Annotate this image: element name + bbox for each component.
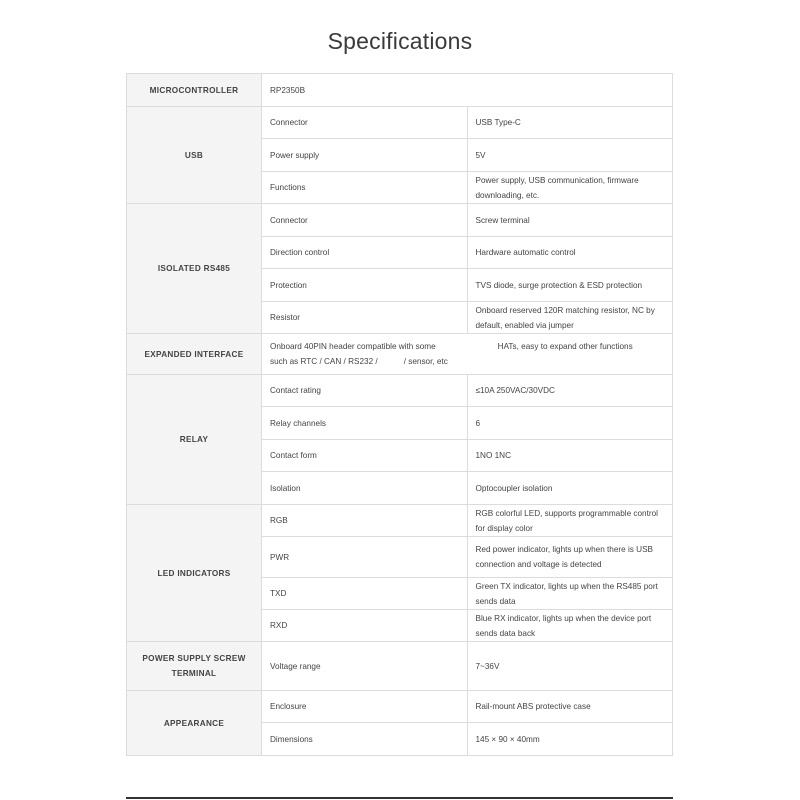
key-cell: Contact rating: [262, 375, 468, 407]
key-cell: Dimensions: [262, 723, 468, 756]
key-cell: RXD: [262, 610, 468, 642]
key-cell: Direction control: [262, 237, 468, 269]
value-cell: Onboard reserved 120R matching resistor, NC by default, enabled via jumper: [467, 302, 673, 334]
key-cell: Power supply: [262, 139, 468, 172]
category-cell: ISOLATED RS485: [127, 204, 262, 334]
table-row: [127, 334, 673, 375]
table-row: [127, 204, 673, 237]
value-cell: 1NO 1NC: [467, 440, 673, 472]
key-cell: PWR: [262, 537, 468, 578]
value-cell: Optocoupler isolation: [467, 472, 673, 505]
value-cell: [262, 334, 673, 375]
table-row: [127, 107, 673, 139]
key-cell: Connector: [262, 107, 468, 139]
table-row: [127, 375, 673, 407]
key-cell: Connector: [262, 204, 468, 237]
key-cell: Resistor: [262, 302, 468, 334]
value-cell: 5V: [467, 139, 673, 172]
table-row: [127, 691, 673, 723]
value-cell: ≤10A 250VAC/30VDC: [467, 375, 673, 407]
page-title: Specifications: [327, 28, 473, 54]
key-cell: Functions: [262, 172, 468, 204]
value-cell: USB Type-C: [467, 107, 673, 139]
key-cell: TXD: [262, 578, 468, 610]
category-cell: RELAY: [127, 375, 262, 505]
value-text: / sensor, etc: [403, 357, 448, 366]
value-cell: 7~36V: [467, 642, 673, 691]
value-cell: Power supply, USB communication, firmware downloading, etc.: [467, 172, 673, 204]
value-cell: Blue RX indicator, lights up when the device port sends data back: [467, 610, 673, 642]
value-cell: Red power indicator, lights up when there is USB connection and voltage is detected: [467, 537, 673, 578]
table-row: [127, 642, 673, 691]
category-cell: USB: [127, 107, 262, 204]
key-cell: Isolation: [262, 472, 468, 505]
specifications-table: [126, 73, 673, 756]
value-cell: RGB colorful LED, supports programmable control for display color: [467, 505, 673, 537]
key-cell: Contact form: [262, 440, 468, 472]
value-cell: Screw terminal: [467, 204, 673, 237]
footer-divider: [126, 797, 673, 799]
category-cell: MICROCONTROLLER: [127, 74, 262, 107]
value-cell: Green TX indicator, lights up when the RS485 port sends data: [467, 578, 673, 610]
value-cell: Rail-mount ABS protective case: [467, 691, 673, 723]
value-cell: TVS diode, surge protection & ESD protection: [467, 269, 673, 302]
category-cell: POWER SUPPLY SCREW TERMINAL: [127, 642, 262, 691]
table-row: [127, 505, 673, 537]
value-cell: Hardware automatic control: [467, 237, 673, 269]
value-text: Onboard 40PIN header compatible with some: [270, 342, 436, 351]
key-cell: Relay channels: [262, 407, 468, 440]
key-cell: Voltage range: [262, 642, 468, 691]
value-cell: 6: [467, 407, 673, 440]
category-cell: LED INDICATORS: [127, 505, 262, 642]
table-row: [127, 74, 673, 107]
value-text: such as RTC / CAN / RS232 /: [270, 357, 378, 366]
value-cell: 145 × 90 × 40mm: [467, 723, 673, 756]
category-cell: APPEARANCE: [127, 691, 262, 756]
category-cell: EXPANDED INTERFACE: [127, 334, 262, 375]
key-cell: Protection: [262, 269, 468, 302]
key-cell: RGB: [262, 505, 468, 537]
value-cell: RP2350B: [262, 74, 673, 107]
value-text: HATs, easy to expand other functions: [497, 342, 633, 351]
key-cell: Enclosure: [262, 691, 468, 723]
